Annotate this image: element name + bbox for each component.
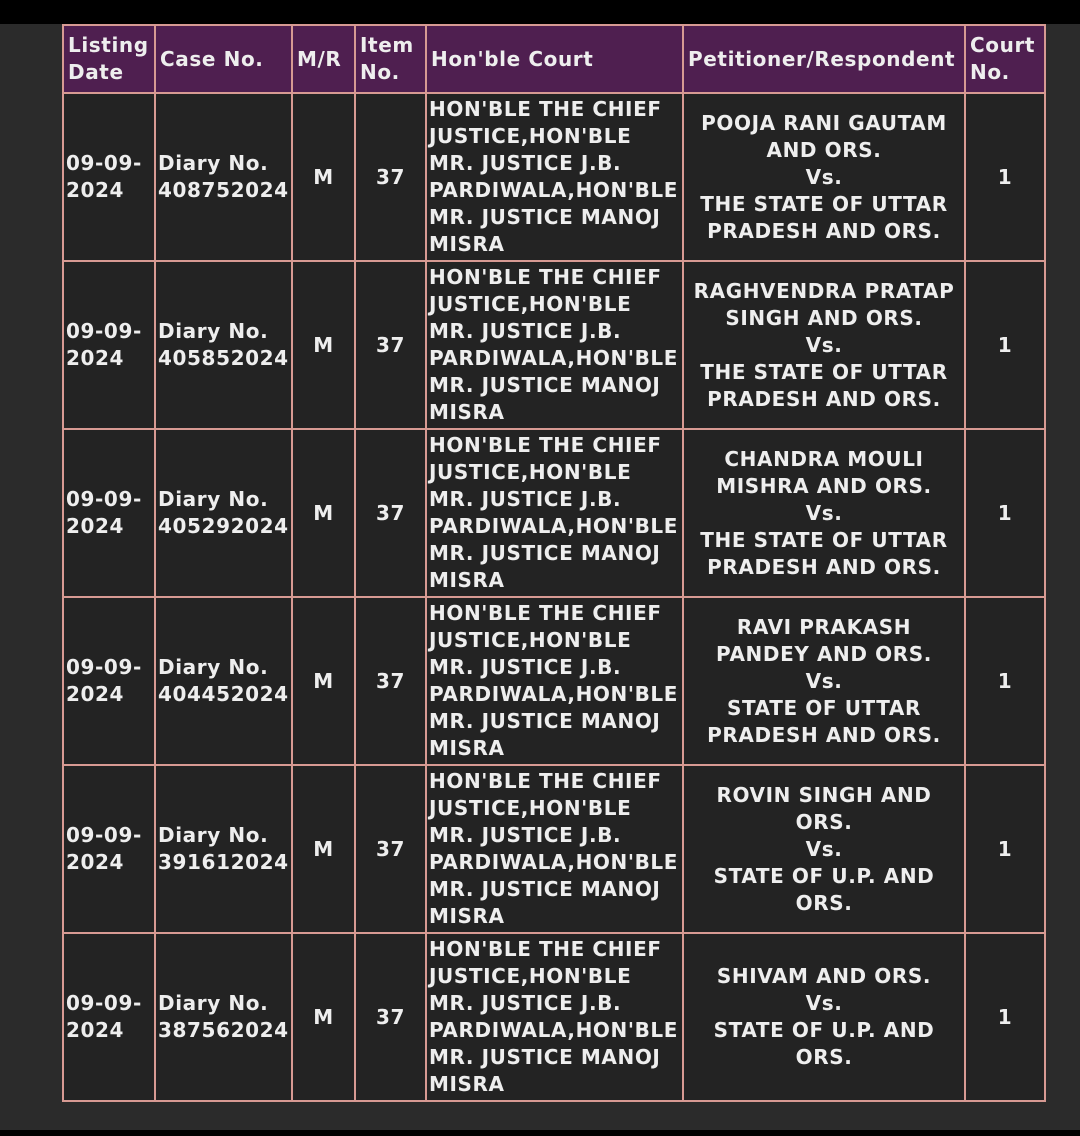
parties-cell-line: POOJA RANI GAUTAM xyxy=(701,110,947,135)
court-cell-line: MR. JUSTICE MANOJ xyxy=(429,709,661,733)
listing-date-cell-line: 2024 xyxy=(66,682,125,706)
case-no-cell-line: Diary No. xyxy=(158,151,269,175)
listing-date-cell-line: 2024 xyxy=(66,1018,125,1042)
court-no-cell: 1 xyxy=(965,93,1045,261)
case-no-cell xyxy=(155,93,292,261)
case-no-cell-line: Diary No. xyxy=(158,655,269,679)
court-cell-line: MR. JUSTICE MANOJ xyxy=(429,373,661,397)
court-cell-line: MISRA xyxy=(429,232,505,256)
mr-cell: M xyxy=(292,933,355,1101)
table-row xyxy=(63,597,1045,765)
item-no-cell: 37 xyxy=(355,765,426,933)
court-no-cell: 1 xyxy=(965,933,1045,1101)
header-court-no-line: Court xyxy=(970,33,1036,57)
item-no-cell: 37 xyxy=(355,597,426,765)
court-cell-line: MR. JUSTICE J.B. xyxy=(429,319,622,343)
parties-cell-line: Vs. xyxy=(805,836,843,861)
case-no-cell-line: 391612024 xyxy=(158,850,289,874)
header-court: Hon'ble Court xyxy=(426,25,683,93)
case-no-cell xyxy=(155,765,292,933)
parties-cell-line: Vs. xyxy=(805,500,843,525)
court-cell-line: MR. JUSTICE MANOJ xyxy=(429,1045,661,1069)
court-cell-line: JUSTICE,HON'BLE xyxy=(429,628,632,652)
mr-cell: M xyxy=(292,429,355,597)
court-cell-line: MR. JUSTICE MANOJ xyxy=(429,877,661,901)
case-no-cell xyxy=(155,261,292,429)
court-cell-line: MISRA xyxy=(429,1072,505,1096)
item-no-cell: 37 xyxy=(355,261,426,429)
table-row xyxy=(63,93,1045,261)
header-item-no-line: Item xyxy=(360,33,414,57)
header-item-no xyxy=(355,25,426,93)
case-no-cell-line: 404452024 xyxy=(158,682,289,706)
listing-date-cell-line: 2024 xyxy=(66,178,125,202)
parties-cell-line: STATE OF U.P. AND xyxy=(713,863,935,888)
court-cell-line: PARDIWALA,HON'BLE xyxy=(429,514,679,538)
listing-date-cell xyxy=(63,93,155,261)
parties-cell-line: THE STATE OF UTTAR xyxy=(700,527,948,552)
court-cell xyxy=(426,765,683,933)
listing-date-cell-line: 09-09- xyxy=(66,151,142,175)
listing-date-cell-line: 2024 xyxy=(66,850,125,874)
court-cell xyxy=(426,261,683,429)
listing-date-cell xyxy=(63,765,155,933)
court-cell-line: MR. JUSTICE MANOJ xyxy=(429,541,661,565)
parties-cell-line: THE STATE OF UTTAR xyxy=(700,191,948,216)
court-cell-line: PARDIWALA,HON'BLE xyxy=(429,346,679,370)
header-listing-date-line: Date xyxy=(68,60,124,84)
listing-date-cell xyxy=(63,933,155,1101)
court-cell-line: JUSTICE,HON'BLE xyxy=(429,796,632,820)
court-cell-line: HON'BLE THE CHIEF xyxy=(429,601,662,625)
table-row xyxy=(63,765,1045,933)
parties-cell-line: Vs. xyxy=(805,164,843,189)
table-row xyxy=(63,261,1045,429)
case-no-cell-line: 387562024 xyxy=(158,1018,289,1042)
parties-cell xyxy=(683,597,965,765)
case-no-cell-line: Diary No. xyxy=(158,487,269,511)
case-no-cell-line: Diary No. xyxy=(158,319,269,343)
listing-date-cell xyxy=(63,597,155,765)
court-cell-line: JUSTICE,HON'BLE xyxy=(429,124,632,148)
listing-date-cell-line: 09-09- xyxy=(66,823,142,847)
parties-cell-line: PRADESH AND ORS. xyxy=(707,554,941,579)
header-court-no-line: No. xyxy=(970,60,1010,84)
court-cell xyxy=(426,597,683,765)
court-cell-line: MR. JUSTICE J.B. xyxy=(429,991,622,1015)
parties-cell-line: PRADESH AND ORS. xyxy=(707,218,941,243)
parties-cell xyxy=(683,933,965,1101)
court-cell-line: HON'BLE THE CHIEF xyxy=(429,433,662,457)
parties-cell-line: RAVI PRAKASH xyxy=(736,614,912,639)
parties-cell-line: AND ORS. xyxy=(766,137,882,162)
mr-cell: M xyxy=(292,765,355,933)
header-listing-date-line: Listing xyxy=(68,33,149,57)
item-no-cell: 37 xyxy=(355,933,426,1101)
table-row xyxy=(63,933,1045,1101)
header-mr: M/R xyxy=(292,25,355,93)
court-cell-line: PARDIWALA,HON'BLE xyxy=(429,1018,679,1042)
court-cell-line: MISRA xyxy=(429,568,505,592)
listing-date-cell xyxy=(63,429,155,597)
court-no-cell: 1 xyxy=(965,261,1045,429)
header-item-no-line: No. xyxy=(360,60,400,84)
parties-cell-line: PANDEY AND ORS. xyxy=(716,641,932,666)
parties-cell xyxy=(683,765,965,933)
item-no-cell: 37 xyxy=(355,429,426,597)
parties-cell-line: ORS. xyxy=(795,1045,853,1069)
court-cell-line: MR. JUSTICE J.B. xyxy=(429,487,622,511)
court-cell-line: MR. JUSTICE J.B. xyxy=(429,151,622,175)
table-body xyxy=(63,93,1045,1101)
table-header-row xyxy=(63,25,1045,93)
listing-date-cell xyxy=(63,261,155,429)
court-cell-line: HON'BLE THE CHIEF xyxy=(429,769,662,793)
parties-cell xyxy=(683,261,965,429)
parties-cell-line: ROVIN SINGH AND xyxy=(716,782,932,807)
case-no-cell-line: 405852024 xyxy=(158,346,289,370)
header-listing-date xyxy=(63,25,155,93)
case-no-cell-line: Diary No. xyxy=(158,823,269,847)
parties-cell-line: PRADESH AND ORS. xyxy=(707,386,941,411)
cause-list-table xyxy=(62,24,1046,1102)
parties-cell-line: RAGHVENDRA PRATAP xyxy=(693,278,955,303)
mr-cell: M xyxy=(292,93,355,261)
parties-cell-line: ORS. xyxy=(795,890,853,915)
header-case-no: Case No. xyxy=(155,25,292,93)
case-no-cell-line: 405292024 xyxy=(158,514,289,538)
parties-cell-line: SINGH AND ORS. xyxy=(725,305,923,330)
case-no-cell-line: 408752024 xyxy=(158,178,289,202)
listing-date-cell-line: 09-09- xyxy=(66,655,142,679)
court-cell-line: JUSTICE,HON'BLE xyxy=(429,292,632,316)
court-cell-line: PARDIWALA,HON'BLE xyxy=(429,682,679,706)
court-cell-line: MISRA xyxy=(429,400,505,424)
table-row xyxy=(63,429,1045,597)
court-cell-line: PARDIWALA,HON'BLE xyxy=(429,850,679,874)
parties-cell-line: Vs. xyxy=(805,991,843,1015)
parties-cell xyxy=(683,93,965,261)
court-cell-line: HON'BLE THE CHIEF xyxy=(429,97,662,121)
court-cell xyxy=(426,93,683,261)
court-cell-line: PARDIWALA,HON'BLE xyxy=(429,178,679,202)
nav-bar xyxy=(0,1130,1080,1136)
parties-cell-line: PRADESH AND ORS. xyxy=(707,722,941,747)
court-cell-line: MISRA xyxy=(429,904,505,928)
case-no-cell xyxy=(155,429,292,597)
header-parties: Petitioner/Respondent xyxy=(683,25,965,93)
court-cell-line: MR. JUSTICE J.B. xyxy=(429,655,622,679)
listing-date-cell-line: 09-09- xyxy=(66,991,142,1015)
header-court-no xyxy=(965,25,1045,93)
listing-date-cell-line: 2024 xyxy=(66,346,125,370)
parties-cell-line: STATE OF U.P. AND xyxy=(713,1018,935,1042)
parties-cell-line: STATE OF UTTAR xyxy=(726,695,922,720)
court-cell-line: MISRA xyxy=(429,736,505,760)
case-no-cell xyxy=(155,933,292,1101)
case-no-cell xyxy=(155,597,292,765)
listing-date-cell-line: 09-09- xyxy=(66,487,142,511)
parties-cell-line: ORS. xyxy=(795,809,853,834)
parties-cell-line: THE STATE OF UTTAR xyxy=(700,359,948,384)
court-no-cell: 1 xyxy=(965,765,1045,933)
court-cell-line: JUSTICE,HON'BLE xyxy=(429,964,632,988)
court-no-cell: 1 xyxy=(965,429,1045,597)
parties-cell-line: Vs. xyxy=(805,668,843,693)
parties-cell-line: MISHRA AND ORS. xyxy=(716,473,932,498)
court-cell xyxy=(426,933,683,1101)
parties-cell-line: Vs. xyxy=(805,332,843,357)
status-bar xyxy=(0,0,1080,24)
case-no-cell-line: Diary No. xyxy=(158,991,269,1015)
listing-date-cell-line: 2024 xyxy=(66,514,125,538)
mr-cell: M xyxy=(292,261,355,429)
parties-cell-line: SHIVAM AND ORS. xyxy=(716,964,932,988)
court-cell-line: MR. JUSTICE J.B. xyxy=(429,823,622,847)
item-no-cell: 37 xyxy=(355,93,426,261)
cause-list-container xyxy=(62,24,1044,1102)
court-cell-line: HON'BLE THE CHIEF xyxy=(429,265,662,289)
court-cell xyxy=(426,429,683,597)
mr-cell: M xyxy=(292,597,355,765)
court-no-cell: 1 xyxy=(965,597,1045,765)
court-cell-line: JUSTICE,HON'BLE xyxy=(429,460,632,484)
listing-date-cell-line: 09-09- xyxy=(66,319,142,343)
court-cell-line: HON'BLE THE CHIEF xyxy=(429,937,662,961)
court-cell-line: MR. JUSTICE MANOJ xyxy=(429,205,661,229)
parties-cell xyxy=(683,429,965,597)
parties-cell-line: CHANDRA MOULI xyxy=(724,446,924,471)
